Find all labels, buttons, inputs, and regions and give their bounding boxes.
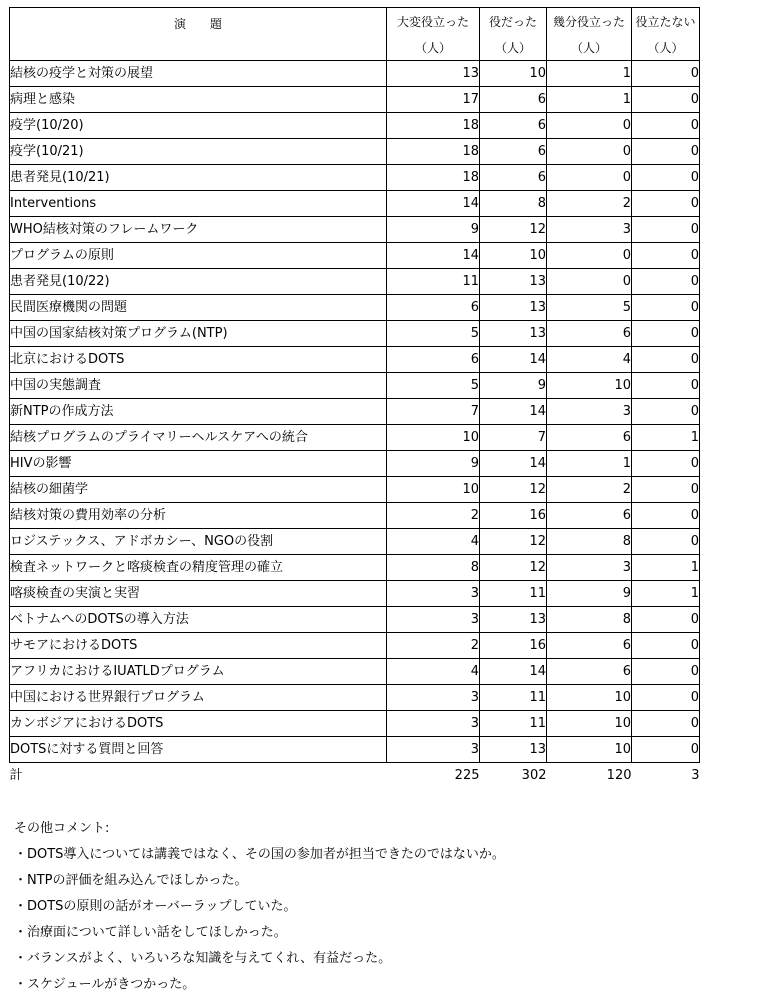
lecture-title-cell: 結核の疫学と対策の展望 (10, 61, 387, 87)
very-useful-count-cell: 9 (387, 217, 480, 243)
very-useful-count-cell: 18 (387, 113, 480, 139)
not-useful-count-cell: 0 (632, 295, 700, 321)
header-not-useful: 役立たない （人） (632, 8, 700, 61)
not-useful-count-cell: 0 (632, 451, 700, 477)
lecture-title-cell: アフリカにおけるIUATLDプログラム (10, 659, 387, 685)
somewhat-useful-count-cell: 10 (547, 737, 632, 763)
table-row (10, 737, 700, 763)
not-useful-count-cell: 0 (632, 607, 700, 633)
somewhat-useful-count-cell: 0 (547, 113, 632, 139)
comment-item: ・DOTS導入については講義ではなく、その国の参加者が担当できたのではないか。 (14, 847, 505, 862)
somewhat-useful-count-cell: 6 (547, 503, 632, 529)
table-row (10, 191, 700, 217)
very-useful-count-cell: 2 (387, 503, 480, 529)
very-useful-count-cell: 10 (387, 477, 480, 503)
not-useful-count-cell: 0 (632, 399, 700, 425)
very-useful-count-cell: 3 (387, 711, 480, 737)
not-useful-count-cell: 0 (632, 243, 700, 269)
header-title: 演 題 (10, 8, 387, 61)
very-useful-count-cell: 14 (387, 191, 480, 217)
useful-count-cell: 11 (480, 685, 547, 711)
comment-item: ・バランスがよく、いろいろな知識を与えてくれ、有益だった。 (14, 951, 392, 966)
very-useful-count-cell: 10 (387, 425, 480, 451)
somewhat-useful-count-cell: 6 (547, 425, 632, 451)
not-useful-count-cell: 0 (632, 113, 700, 139)
lecture-title-cell: 結核の細菌学 (10, 477, 387, 503)
very-useful-count-cell: 2 (387, 633, 480, 659)
lecture-title-cell: Interventions (10, 191, 387, 217)
useful-count-cell: 6 (480, 87, 547, 113)
comment-item: ・DOTSの原則の話がオーバーラップしていた。 (14, 899, 297, 914)
lecture-title-cell: 喀痰検査の実演と実習 (10, 581, 387, 607)
lecture-title-cell: 患者発見(10/21) (10, 165, 387, 191)
total-useful: 302 (521, 768, 547, 783)
total-somewhat-useful: 120 (606, 768, 632, 783)
not-useful-count-cell: 1 (632, 425, 700, 451)
useful-count-cell: 7 (480, 425, 547, 451)
lecture-title-cell: サモアにおけるDOTS (10, 633, 387, 659)
total-not-useful: 3 (691, 768, 700, 783)
very-useful-count-cell: 4 (387, 659, 480, 685)
lecture-title-cell: 中国の国家結核対策プログラム(NTP) (10, 321, 387, 347)
comment-item: ・スケジュールがきつかった。 (14, 977, 196, 992)
useful-count-cell: 12 (480, 529, 547, 555)
not-useful-count-cell: 0 (632, 87, 700, 113)
useful-count-cell: 14 (480, 451, 547, 477)
somewhat-useful-count-cell: 5 (547, 295, 632, 321)
somewhat-useful-count-cell: 0 (547, 269, 632, 295)
very-useful-count-cell: 3 (387, 607, 480, 633)
lecture-title-cell: 結核プログラムのプライマリーヘルスケアへの統合 (10, 425, 387, 451)
lecture-title-cell: プログラムの原則 (10, 243, 387, 269)
very-useful-count-cell: 8 (387, 555, 480, 581)
not-useful-count-cell: 0 (632, 477, 700, 503)
very-useful-count-cell: 3 (387, 737, 480, 763)
somewhat-useful-count-cell: 4 (547, 347, 632, 373)
table-row (10, 685, 700, 711)
table-body (10, 61, 700, 763)
useful-count-cell: 6 (480, 165, 547, 191)
useful-count-cell: 12 (480, 555, 547, 581)
useful-count-cell: 13 (480, 321, 547, 347)
table-row (10, 633, 700, 659)
not-useful-count-cell: 0 (632, 139, 700, 165)
lecture-title-cell: ロジステックス、アドボカシー、NGOの役割 (10, 529, 387, 555)
useful-count-cell: 11 (480, 581, 547, 607)
table-row (10, 555, 700, 581)
useful-count-cell: 6 (480, 139, 547, 165)
somewhat-useful-count-cell: 8 (547, 529, 632, 555)
table-row (10, 243, 700, 269)
evaluation-table (9, 7, 700, 789)
very-useful-count-cell: 17 (387, 87, 480, 113)
total-very-useful: 225 (454, 768, 480, 783)
table-row (10, 61, 700, 87)
lecture-title-cell: WHO結核対策のフレームワーク (10, 217, 387, 243)
useful-count-cell: 13 (480, 295, 547, 321)
useful-count-cell: 8 (480, 191, 547, 217)
useful-count-cell: 9 (480, 373, 547, 399)
useful-count-cell: 12 (480, 477, 547, 503)
table-row (10, 347, 700, 373)
useful-count-cell: 14 (480, 659, 547, 685)
table-row (10, 451, 700, 477)
somewhat-useful-count-cell: 6 (547, 321, 632, 347)
header-row (10, 8, 700, 61)
very-useful-count-cell: 3 (387, 685, 480, 711)
somewhat-useful-count-cell: 8 (547, 607, 632, 633)
table-row (10, 477, 700, 503)
useful-count-cell: 13 (480, 737, 547, 763)
lecture-title-cell: 患者発見(10/22) (10, 269, 387, 295)
table-row (10, 503, 700, 529)
table-row (10, 217, 700, 243)
not-useful-count-cell: 0 (632, 61, 700, 87)
lecture-title-cell: 疫学(10/21) (10, 139, 387, 165)
table-row (10, 373, 700, 399)
not-useful-count-cell: 0 (632, 191, 700, 217)
table-row (10, 425, 700, 451)
very-useful-count-cell: 14 (387, 243, 480, 269)
very-useful-count-cell: 11 (387, 269, 480, 295)
useful-count-cell: 13 (480, 269, 547, 295)
comment-item: ・NTPの評価を組み込んでほしかった。 (14, 873, 248, 888)
other-comments (14, 816, 754, 998)
useful-count-cell: 11 (480, 711, 547, 737)
lecture-title-cell: 病理と感染 (10, 87, 387, 113)
not-useful-count-cell: 0 (632, 633, 700, 659)
very-useful-count-cell: 3 (387, 581, 480, 607)
very-useful-count-cell: 18 (387, 139, 480, 165)
table-row (10, 399, 700, 425)
not-useful-count-cell: 0 (632, 529, 700, 555)
lecture-title-cell: HIVの影響 (10, 451, 387, 477)
not-useful-count-cell: 1 (632, 555, 700, 581)
lecture-title-cell: 民間医療機関の問題 (10, 295, 387, 321)
table-row (10, 113, 700, 139)
somewhat-useful-count-cell: 0 (547, 165, 632, 191)
lecture-title-cell: 検査ネットワークと喀痰検査の精度管理の確立 (10, 555, 387, 581)
somewhat-useful-count-cell: 1 (547, 61, 632, 87)
very-useful-count-cell: 18 (387, 165, 480, 191)
table-row (10, 659, 700, 685)
very-useful-count-cell: 13 (387, 61, 480, 87)
somewhat-useful-count-cell: 1 (547, 87, 632, 113)
lecture-title-cell: 疫学(10/20) (10, 113, 387, 139)
table-row (10, 269, 700, 295)
somewhat-useful-count-cell: 0 (547, 243, 632, 269)
not-useful-count-cell: 1 (632, 581, 700, 607)
not-useful-count-cell: 0 (632, 347, 700, 373)
lecture-title-cell: DOTSに対する質問と回答 (10, 737, 387, 763)
table-row (10, 139, 700, 165)
somewhat-useful-count-cell: 6 (547, 659, 632, 685)
table-row (10, 165, 700, 191)
useful-count-cell: 6 (480, 113, 547, 139)
very-useful-count-cell: 7 (387, 399, 480, 425)
somewhat-useful-count-cell: 3 (547, 399, 632, 425)
header-somewhat-useful: 幾分役立った （人） (547, 8, 632, 61)
somewhat-useful-count-cell: 10 (547, 373, 632, 399)
total-label: 計 (9, 768, 23, 783)
total-row (10, 763, 700, 790)
somewhat-useful-count-cell: 10 (547, 711, 632, 737)
table-row (10, 87, 700, 113)
not-useful-count-cell: 0 (632, 321, 700, 347)
useful-count-cell: 13 (480, 607, 547, 633)
somewhat-useful-count-cell: 2 (547, 477, 632, 503)
very-useful-count-cell: 6 (387, 295, 480, 321)
not-useful-count-cell: 0 (632, 373, 700, 399)
somewhat-useful-count-cell: 0 (547, 139, 632, 165)
lecture-title-cell: ベトナムへのDOTSの導入方法 (10, 607, 387, 633)
somewhat-useful-count-cell: 3 (547, 555, 632, 581)
useful-count-cell: 10 (480, 243, 547, 269)
useful-count-cell: 14 (480, 347, 547, 373)
table-row (10, 321, 700, 347)
useful-count-cell: 16 (480, 633, 547, 659)
lecture-title-cell: 中国の実態調査 (10, 373, 387, 399)
not-useful-count-cell: 0 (632, 685, 700, 711)
table-row (10, 581, 700, 607)
lecture-title-cell: 新NTPの作成方法 (10, 399, 387, 425)
comment-item: ・治療面について詳しい話をしてほしかった。 (14, 925, 287, 940)
lecture-title-cell: 結核対策の費用効率の分析 (10, 503, 387, 529)
header-useful: 役だった （人） (480, 8, 547, 61)
not-useful-count-cell: 0 (632, 503, 700, 529)
lecture-title-cell: 中国における世界銀行プログラム (10, 685, 387, 711)
useful-count-cell: 16 (480, 503, 547, 529)
lecture-title-cell: カンボジアにおけるDOTS (10, 711, 387, 737)
useful-count-cell: 14 (480, 399, 547, 425)
somewhat-useful-count-cell: 1 (547, 451, 632, 477)
table-row (10, 295, 700, 321)
lecture-title-cell: 北京におけるDOTS (10, 347, 387, 373)
not-useful-count-cell: 0 (632, 659, 700, 685)
not-useful-count-cell: 0 (632, 165, 700, 191)
not-useful-count-cell: 0 (632, 737, 700, 763)
not-useful-count-cell: 0 (632, 269, 700, 295)
comments-heading: その他コメント: (14, 821, 110, 836)
somewhat-useful-count-cell: 9 (547, 581, 632, 607)
table-row (10, 711, 700, 737)
table-row (10, 529, 700, 555)
header-very-useful: 大変役立った （人） (387, 8, 480, 61)
useful-count-cell: 12 (480, 217, 547, 243)
somewhat-useful-count-cell: 3 (547, 217, 632, 243)
somewhat-useful-count-cell: 6 (547, 633, 632, 659)
very-useful-count-cell: 4 (387, 529, 480, 555)
useful-count-cell: 10 (480, 61, 547, 87)
very-useful-count-cell: 9 (387, 451, 480, 477)
somewhat-useful-count-cell: 10 (547, 685, 632, 711)
very-useful-count-cell: 5 (387, 373, 480, 399)
very-useful-count-cell: 5 (387, 321, 480, 347)
very-useful-count-cell: 6 (387, 347, 480, 373)
not-useful-count-cell: 0 (632, 217, 700, 243)
not-useful-count-cell: 0 (632, 711, 700, 737)
table-row (10, 607, 700, 633)
somewhat-useful-count-cell: 2 (547, 191, 632, 217)
